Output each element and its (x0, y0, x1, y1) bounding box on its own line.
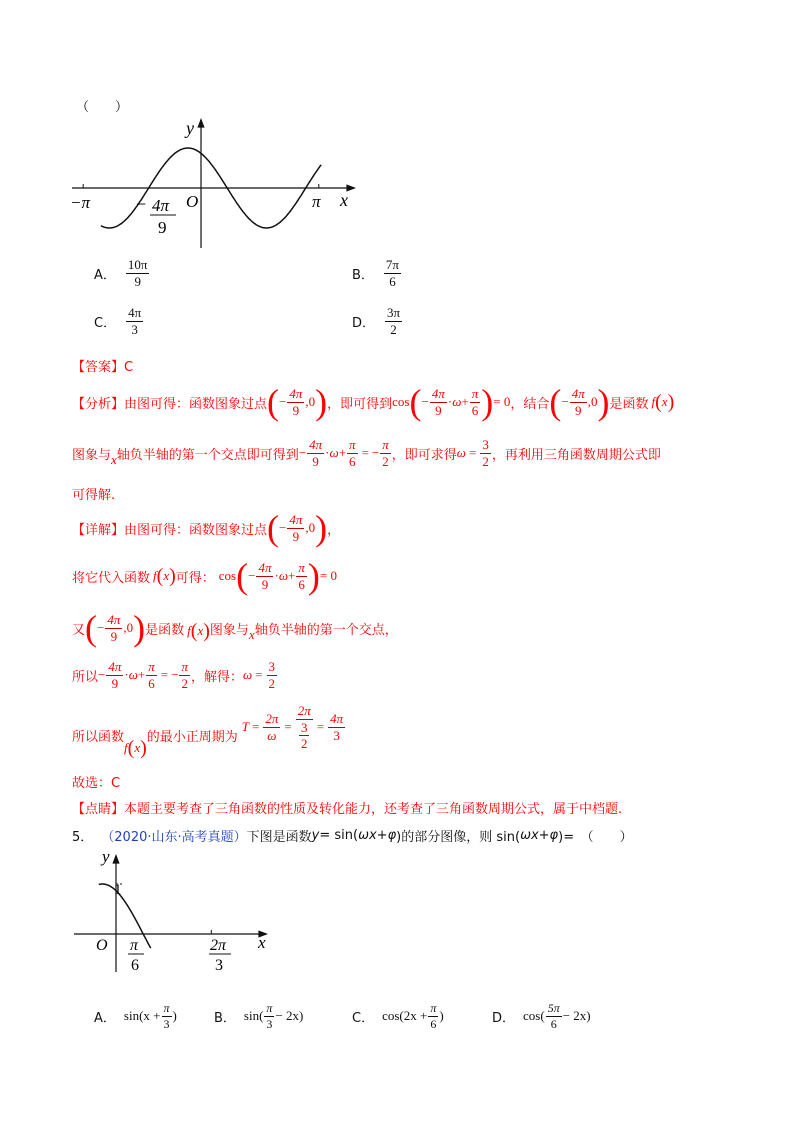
q4-y-axis-arrow (197, 118, 204, 128)
option-letter: C． (352, 1010, 375, 1026)
q5-graph-one-label: 1 (114, 882, 122, 898)
q4-detail-line-1: 【详解】 由图可得：函数图象过点 ( − $\frac{4\pi}{9}$ ,0 ) ， (72, 508, 341, 548)
option-letter: D． (492, 1010, 516, 1026)
q4-detail-line-3: 又 ( − $\frac{4\pi}{9}$ ,0 ) 是函数 f ( x ) 图象与 x 轴负半轴的第一个交点， (72, 608, 398, 648)
q5-graph-t1-den: 6 (131, 957, 139, 974)
q5-option-c[interactable]: C． cos(2x + $\frac{\pi}{6}$ ) (352, 1001, 444, 1031)
question-source: （2020·山东·高考真题） (101, 830, 247, 845)
q4-graph-pi-label: π (312, 192, 321, 211)
option-letter: B． (352, 267, 374, 283)
option-letter: A． (94, 267, 116, 283)
q5-graph-t2-den: 3 (215, 957, 223, 974)
q4-choose: 故选：C (72, 776, 121, 791)
question-number: 5． (72, 830, 94, 845)
q5-graph-t2-num: 2π (210, 937, 227, 954)
q5-graph-y-label: y (102, 847, 110, 866)
q4-detail-line-4: 所以 − $\frac{4\pi}{9}$ · ω + $\frac{\pi}{6}$ = − $\frac{\pi}{2}$ ，解得： ω = $\frac{3}{2}$ (72, 659, 276, 691)
q4-graph-y-label: y (186, 118, 194, 138)
q4-option-b[interactable] (352, 258, 402, 288)
q4-graph-origin-label: O (186, 192, 199, 211)
option-fraction: $\frac{10\pi}{9}$ (127, 257, 148, 289)
option-fraction: $\frac{3\pi}{2}$ (387, 305, 401, 337)
q5-stem: 5． （2020·山东·高考真题） 下图是函数 y = sin( ωx+φ )的部分图像，则 sin( ωx+φ )= （ ） (72, 828, 633, 845)
q4-comment: 【点睛】本题主要考查了三角函数的性质及转化能力，还考查了三角函数周期公式，属于中档题. (72, 802, 623, 817)
option-letter: B． (214, 1010, 236, 1026)
q4-graph (66, 110, 366, 250)
q5-graph (70, 846, 280, 976)
q4-detail-line-2: 将它代入函数 f ( x ) 可得： cos ( − $\frac{4\pi}{9}$ · ω + $\frac{\pi}{6}$ ) = 0 (72, 556, 337, 596)
q4-analysis-line-1: 【分析】 由图可得：函数图象过点 ( − $\frac{4\pi}{9}$ ,0 ) ，即可得到 cos ( − $\frac{4\pi}{9}$ · ω + $\frac{\pi}{6}$ ) = 0 ，结合 ( − $\frac{4\pi}{9}$ ,0 ) 是函数 f ( x ) (72, 382, 675, 422)
q4-option-a[interactable] (94, 258, 150, 288)
q4-analysis-line-2: 图象与 x 轴负半轴的第一个交点即可得到 − $\frac{4\pi}{9}$ · ω + $\frac{\pi}{6}$ = − $\frac{\pi}{2}$ ，即可求得 ω = $\frac{3}{2}$ ，再利用三角函数周期公式即 (72, 437, 661, 469)
q5-graph-x-label: x (258, 933, 266, 952)
q4-graph-tick-num: 4π (152, 196, 170, 215)
option-letter: A． (94, 1010, 116, 1026)
q5-option-b[interactable]: B． sin( $\frac{\pi}{3}$ − 2x) (214, 1001, 304, 1031)
q4-option-d[interactable] (352, 306, 403, 336)
q4-analysis-line-3: 可得解. (72, 488, 116, 503)
option-fraction: $\frac{7\pi}{6}$ (385, 257, 399, 289)
q5-option-d[interactable]: D． cos( $\frac{5\pi}{6}$ − 2x) (492, 1001, 591, 1031)
option-letter: D． (352, 315, 376, 331)
q4-graph-tick-den: 9 (158, 218, 167, 237)
q5-option-a[interactable]: A． sin(x + $\frac{\pi}{3}$ ) (94, 1001, 177, 1031)
q4-graph-tick-sign: − (136, 194, 147, 214)
q4-graph-neg-pi-label: −π (70, 193, 90, 212)
q4-answer: 【答案】C (72, 360, 134, 375)
q5-y-axis-arrow (112, 854, 119, 864)
option-letter: C． (94, 315, 117, 331)
q5-graph-origin-label: O (96, 937, 108, 954)
q4-graph-x-label: x (340, 190, 348, 210)
option-fraction: $\frac{4\pi}{3}$ (128, 305, 142, 337)
q4-answer-paren: （ ） (76, 100, 129, 115)
q4-option-c[interactable] (94, 306, 144, 336)
q5-graph-t1-num: π (130, 937, 139, 954)
q4-detail-line-5: 所以函数 f ( x ) 的最小正周期为 T = $\frac{2\pi}{\omega}$ = $\frac{2\pi}{\frac{3}{2}}$ = $\frac{4\pi}{3}$ (72, 703, 344, 759)
